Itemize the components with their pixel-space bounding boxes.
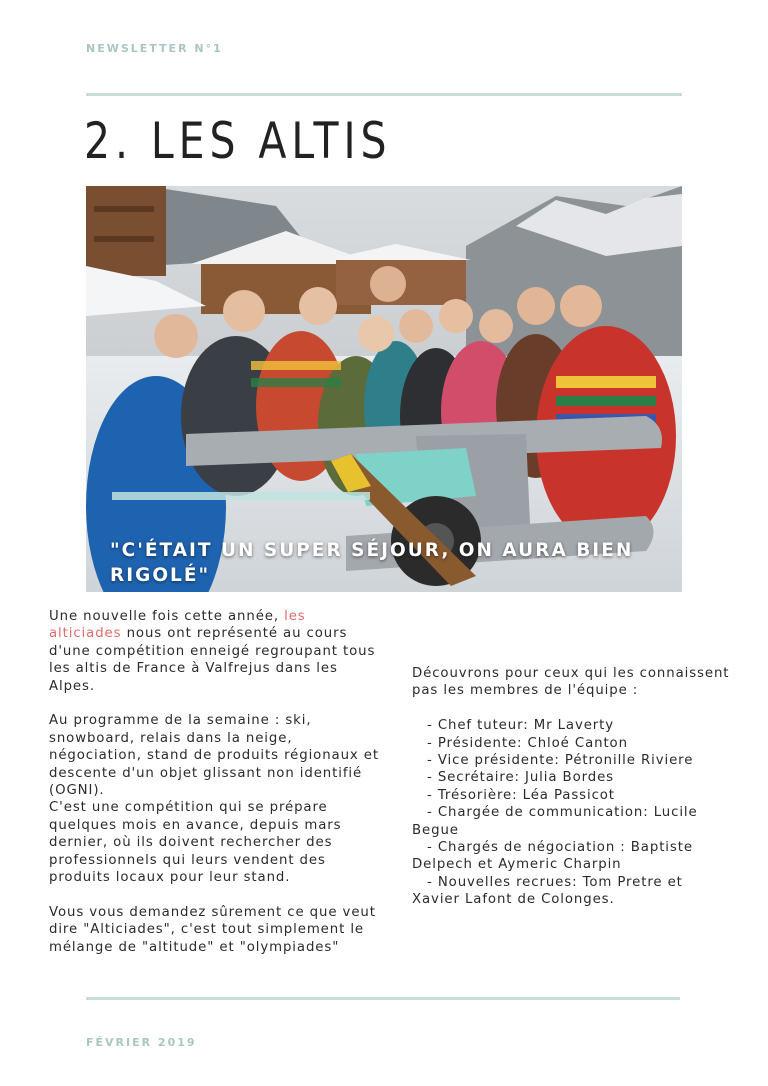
ski-resort-photo-illustration (86, 186, 682, 592)
intro-paragraph (49, 608, 379, 695)
section-title: 2. LES ALTIS (84, 112, 392, 170)
team-list (412, 717, 730, 908)
preparation-text: C'est une compétition qui se prépare quelques mois en avance, depuis mars dernier, où ils doivent rechercher des professionnels qui leurs vendent des produits locaux pour leur stand. (49, 800, 342, 886)
list-item: - Trésorière: Léa Passicot (427, 787, 615, 803)
bottom-divider (86, 997, 680, 1000)
intro-text-start: Une nouvelle fois cette année, (49, 609, 285, 624)
alticiades-meaning-paragraph: Vous vous demandez sûrement ce que veut dire "Alticiades", c'est tout simplement le mélange de "altitude" et "olympiades" (49, 904, 376, 955)
list-item: - Chef tuteur: Mr Laverty (427, 718, 615, 734)
list-item: - Vice présidente: Pétronille Riviere (427, 753, 694, 769)
right-column (412, 665, 730, 909)
list-item: - Chargée de communication: Lucile Begue (412, 805, 698, 838)
intro-text-end: nous ont représenté au cours d'une compétition enneigé regroupant tous les altis de France à Valfrejus dans les Alpes. (49, 626, 376, 694)
photo-accent-bar (112, 492, 370, 500)
group-photo (86, 186, 682, 592)
newsletter-kicker: NEWSLETTER N°1 (86, 42, 223, 55)
program-paragraph (49, 712, 379, 886)
list-item: - Nouvelles recrues: Tom Pretre et Xavier Lafont de Colonges. (412, 874, 683, 908)
photo-caption-quote: "C'ÉTAIT UN SUPER SÉJOUR, ON AURA BIEN RIGOLÉ" (110, 540, 634, 586)
alticiades-link[interactable]: les alticiades (49, 609, 306, 642)
list-item: - Chargés de négociation : Baptiste Delpech et Aymeric Charpin (412, 840, 693, 873)
top-divider (86, 93, 682, 96)
program-text: Au programme de la semaine : ski, snowboard, relais dans la neige, négociation, stand de produits régionaux et descente d'un objet glissant non identifié (OGNI). (49, 713, 379, 799)
footer-date: FÉVRIER 2019 (86, 1036, 197, 1049)
list-item: - Secrétaire: Julia Bordes (427, 770, 614, 786)
left-column (49, 608, 379, 973)
team-intro: Découvrons pour ceux qui les connaissent pas les membres de l'équipe : (412, 666, 730, 699)
list-item: - Présidente: Chloé Canton (427, 735, 628, 751)
